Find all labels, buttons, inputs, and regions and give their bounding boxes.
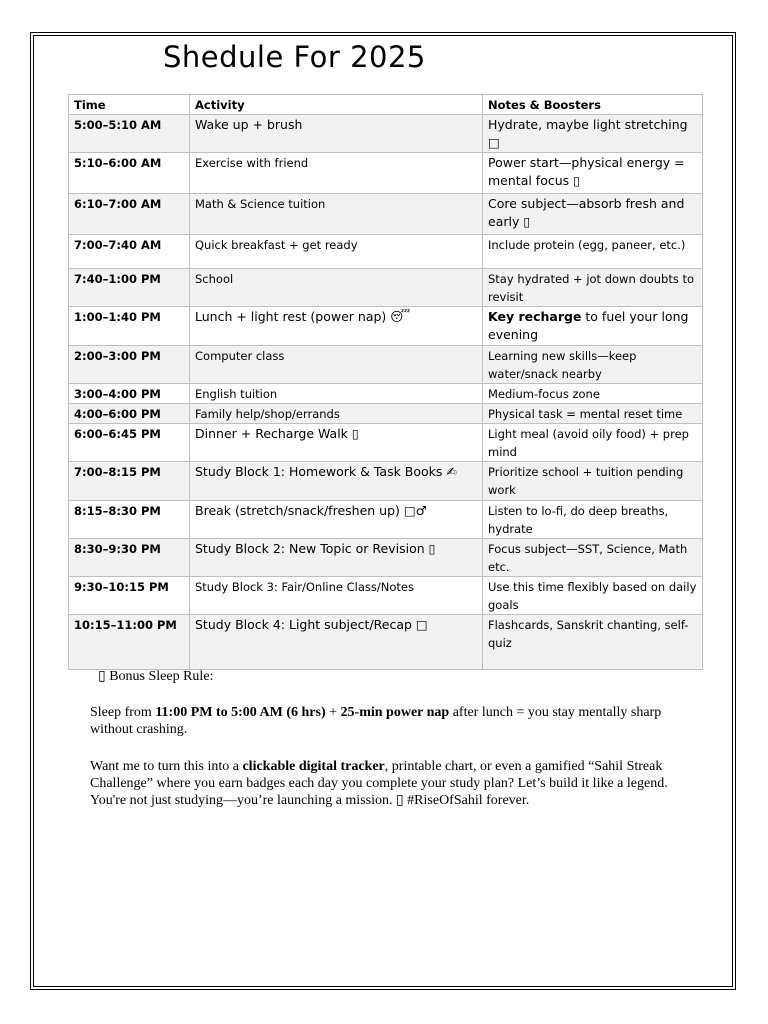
- time-cell: 7:40–1:00 PM: [69, 269, 190, 307]
- time-cell: 5:00–5:10 AM: [69, 115, 190, 153]
- activity-cell: Quick breakfast + get ready: [190, 235, 483, 269]
- sleep-paragraph: [90, 704, 690, 738]
- activity-cell: Study Block 2: New Topic or Revision ▯: [190, 539, 483, 577]
- time-cell: 3:00–4:00 PM: [69, 384, 190, 404]
- table-row: [69, 153, 703, 194]
- table-row: [69, 307, 703, 346]
- activity-cell: Study Block 1: Homework & Task Books ✍: [190, 462, 483, 501]
- table-row: [69, 577, 703, 615]
- tracker-paragraph: [90, 758, 690, 809]
- activity-cell: Study Block 3: Fair/Online Class/Notes: [190, 577, 483, 615]
- table-row: [69, 235, 703, 269]
- activity-cell: Computer class: [190, 346, 483, 384]
- activity-cell: Dinner + Recharge Walk ▯: [190, 424, 483, 462]
- time-cell: 5:10–6:00 AM: [69, 153, 190, 194]
- activity-cell: Math & Science tuition: [190, 194, 483, 235]
- time-cell: 2:00–3:00 PM: [69, 346, 190, 384]
- notes-cell: Physical task = mental reset time: [483, 404, 703, 424]
- activity-cell: Family help/shop/errands: [190, 404, 483, 424]
- table-row: [69, 115, 703, 153]
- time-cell: 8:15–8:30 PM: [69, 501, 190, 539]
- table-row: [69, 194, 703, 235]
- time-cell: 7:00–7:40 AM: [69, 235, 190, 269]
- sleep-hours: 11:00 PM to 5:00 AM (6 hrs): [155, 705, 326, 720]
- tracker-bold: clickable digital tracker: [242, 759, 385, 774]
- time-cell: 8:30–9:30 PM: [69, 539, 190, 577]
- header-activity: Activity: [190, 95, 483, 115]
- notes-cell: Medium-focus zone: [483, 384, 703, 404]
- notes-cell: Include protein (egg, paneer, etc.): [483, 235, 703, 269]
- notes-cell: Stay hydrated + jot down doubts to revisit: [483, 269, 703, 307]
- tracker-text-2: , printable chart, or even a gamified “Sahil Streak Challenge” where you earn badges each day you complete your study plan? Let’s build it like a legend. You're not just studying—you’re launching a mission. ▯ #RiseOfSahil forever.: [90, 759, 668, 808]
- sleep-text-3: after lunch = you stay mentally sharp without crashing.: [90, 705, 662, 737]
- time-cell: 7:00–8:15 PM: [69, 462, 190, 501]
- table-row: [69, 404, 703, 424]
- power-nap: 25-min power nap: [340, 705, 450, 720]
- notes-bold: Key recharge: [488, 309, 582, 324]
- notes-cell: Power start—physical energy = mental focus ▯: [483, 153, 703, 194]
- sleep-text-1: Sleep from: [90, 705, 156, 720]
- table-row: [69, 384, 703, 404]
- time-cell: 1:00–1:40 PM: [69, 307, 190, 346]
- activity-cell: Study Block 4: Light subject/Recap □: [190, 615, 483, 670]
- activity-cell: Wake up + brush: [190, 115, 483, 153]
- time-cell: 9:30–10:15 PM: [69, 577, 190, 615]
- notes-cell: Light meal (avoid oily food) + prep mind: [483, 424, 703, 462]
- table-row: [69, 462, 703, 501]
- notes-rest: to fuel your long evening: [488, 309, 689, 342]
- notes-cell: Listen to lo-fi, do deep breaths, hydrate: [483, 501, 703, 539]
- activity-cell: English tuition: [190, 384, 483, 404]
- table-row: [69, 346, 703, 384]
- table-row: [69, 501, 703, 539]
- schedule-table: [68, 94, 703, 670]
- notes-cell: Focus subject—SST, Science, Math etc.: [483, 539, 703, 577]
- table-header-row: [69, 95, 703, 115]
- notes-cell: Prioritize school + tuition pending work: [483, 462, 703, 501]
- notes-cell: Core subject—absorb fresh and early ▯: [483, 194, 703, 235]
- time-cell: 6:10–7:00 AM: [69, 194, 190, 235]
- notes-cell: Hydrate, maybe light stretching □: [483, 115, 703, 153]
- activity-cell: School: [190, 269, 483, 307]
- time-cell: 10:15–11:00 PM: [69, 615, 190, 670]
- document-title: Shedule For 2025: [163, 40, 426, 74]
- time-cell: 4:00–6:00 PM: [69, 404, 190, 424]
- table-row: [69, 424, 703, 462]
- activity-cell: Break (stretch/snack/freshen up) □♂: [190, 501, 483, 539]
- bonus-heading: ▯ Bonus Sleep Rule:: [98, 669, 214, 684]
- table-row: [69, 615, 703, 670]
- activity-cell: Lunch + light rest (power nap) 😴: [190, 307, 483, 346]
- notes-cell: Learning new skills—keep water/snack nearby: [483, 346, 703, 384]
- table-row: [69, 539, 703, 577]
- notes-cell: Use this time flexibly based on daily goals: [483, 577, 703, 615]
- activity-cell: Exercise with friend: [190, 153, 483, 194]
- sleep-text-2: +: [325, 705, 341, 720]
- time-cell: 6:00–6:45 PM: [69, 424, 190, 462]
- header-notes: Notes & Boosters: [483, 95, 703, 115]
- notes-cell: [483, 307, 703, 346]
- header-time: Time: [69, 95, 190, 115]
- tracker-text-1: Want me to turn this into a: [90, 759, 243, 774]
- notes-cell: Flashcards, Sanskrit chanting, self-quiz: [483, 615, 703, 670]
- table-row: [69, 269, 703, 307]
